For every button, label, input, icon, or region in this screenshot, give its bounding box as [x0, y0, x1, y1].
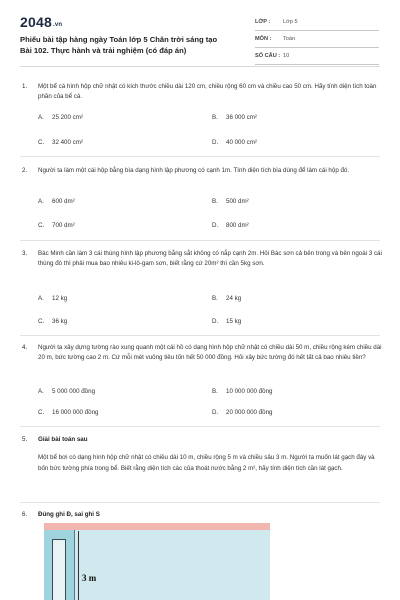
option-letter: C.	[38, 222, 45, 229]
option-d[interactable]	[212, 222, 249, 229]
option-letter: D.	[212, 318, 219, 325]
question-text: Một bể cá hình hộp chữ nhật có kích thước chiều dài 120 cm, chiều rộng 60 cm và chiều cao 50 cm. Hãy tính diện tích toàn phần của bể cá.	[38, 83, 377, 100]
option-letter: D.	[212, 222, 219, 229]
question-text: Bác Minh cần làm 3 cái thùng hình lập phương bằng sắt không có nắp cạnh 2m. Hỏi Bác sơn cả bên trong và bên ngoài 3 cái thùng đó thì phải mua bao nhiêu ki-lô-gam sơn, biết rằng cứ 20m² thì cần 5kg sơn.	[38, 250, 382, 267]
info-value: 10	[283, 53, 290, 59]
option-c[interactable]	[38, 222, 75, 229]
option-text: 600 dm²	[52, 198, 75, 205]
question-divider	[20, 502, 380, 503]
problem-body: Một bể bơi có dạng hình hộp chữ nhật có chiều dài 10 m, chiều rộng 5 m và chiều sâu 3 m. Người ta muốn lát gạch đáy và bốn bức tường phía trong bể. Biết rằng diện tích các của thoát nước bằng 2 m², hãy tính diện tích cần lát gạch.	[38, 454, 375, 472]
question-text: Giải bài toán sau	[38, 436, 88, 443]
option-letter: C.	[38, 318, 45, 325]
question-number: 3.	[22, 250, 28, 257]
header-divider	[20, 66, 380, 67]
option-letter: A.	[38, 114, 44, 121]
option-letter: A.	[38, 388, 44, 395]
option-letter: B.	[212, 388, 218, 395]
option-b[interactable]	[212, 295, 241, 302]
info-row-count	[255, 48, 379, 65]
option-text: 20 000 000 đồng	[226, 409, 273, 416]
option-letter: C.	[38, 139, 45, 146]
question-number: 6.	[22, 511, 28, 518]
question-number: 4.	[22, 344, 28, 351]
option-text: 32 400 cm²	[52, 139, 83, 146]
site-logo[interactable]	[20, 14, 62, 30]
option-text: 15 kg	[226, 318, 242, 325]
pool-edge	[44, 523, 270, 530]
question-number: 1.	[22, 83, 28, 90]
option-text: 500 dm²	[226, 198, 249, 205]
option-text: 24 kg	[226, 295, 242, 302]
option-letter: D.	[212, 409, 219, 416]
option-d[interactable]	[212, 318, 241, 325]
question-text: Người ta làm một cái hộp bằng bìa dạng hình lập phương có cạnh 1m. Tính diện tích bìa dùng để làm cái hộp đó.	[38, 167, 350, 174]
option-letter: B.	[212, 198, 218, 205]
option-letter: A.	[38, 295, 44, 302]
info-row-subject	[255, 31, 379, 48]
height-label: 3 m	[82, 573, 97, 583]
info-key: SỐ CÂU :	[255, 53, 281, 59]
logo-suffix: .vn	[52, 22, 63, 28]
question-4	[22, 343, 382, 363]
option-text: 36 kg	[52, 318, 68, 325]
question-5	[22, 435, 382, 445]
height-dimension-line	[78, 531, 79, 600]
option-a[interactable]	[38, 198, 75, 205]
door-frame	[52, 539, 66, 600]
option-b[interactable]	[212, 198, 249, 205]
option-a[interactable]	[38, 114, 83, 121]
option-text: 40 000 cm²	[226, 139, 257, 146]
question-number: 5.	[22, 436, 28, 443]
question-text: Người ta xây dựng tường rào xung quanh một cái hồ có dạng hình hộp chữ nhật có chiều dài 50 m, chiều rộng kém chiều dài 20 m, bức tường cao 2 m. Cứ mỗi mét vuông tiêu tốn hết 50 000 đồng. Hỏi xây bức tường đó hết tất cả bao nhiêu tiền?	[38, 344, 382, 361]
option-text: 700 dm²	[52, 222, 75, 229]
option-letter: B.	[212, 295, 218, 302]
question-number: 2.	[22, 167, 28, 174]
option-text: 25 200 cm²	[52, 114, 83, 121]
info-value: Lớp 5	[283, 19, 298, 25]
option-text: 5 000 000 đồng	[52, 388, 96, 395]
option-c[interactable]	[38, 318, 67, 325]
option-d[interactable]	[212, 139, 257, 146]
option-c[interactable]	[38, 139, 83, 146]
option-c[interactable]	[38, 409, 98, 416]
logo-text: 2048	[20, 14, 52, 30]
info-key: LỚP :	[255, 19, 271, 25]
question-divider	[20, 156, 380, 157]
info-value: Toán	[283, 36, 296, 42]
option-letter: B.	[212, 114, 218, 121]
question-divider	[20, 335, 380, 336]
pool-figure	[44, 523, 270, 600]
question-1	[22, 82, 382, 102]
question-6	[22, 510, 382, 520]
option-letter: A.	[38, 198, 44, 205]
option-a[interactable]	[38, 295, 67, 302]
info-row-class	[255, 14, 379, 31]
option-d[interactable]	[212, 409, 272, 416]
option-text: 36 000 cm²	[226, 114, 257, 121]
question-2	[22, 166, 382, 176]
option-a[interactable]	[38, 388, 95, 395]
document-title: Phiếu bài tập hàng ngày Toán lớp 5 Chân trời sáng tạo Bài 102. Thực hành và trải nghiệm (có đáp án)	[20, 35, 218, 55]
option-b[interactable]	[212, 388, 272, 395]
info-box	[255, 14, 379, 65]
info-key: MÔN :	[255, 36, 272, 42]
option-text: 10 000 000 đồng	[226, 388, 273, 395]
option-b[interactable]	[212, 114, 257, 121]
question-3	[22, 249, 382, 269]
option-text: 12 kg	[52, 295, 68, 302]
option-letter: D.	[212, 139, 219, 146]
option-letter: C.	[38, 409, 45, 416]
option-text: 16 000 000 đồng	[52, 409, 99, 416]
option-text: 800 dm²	[226, 222, 249, 229]
question-divider	[20, 426, 380, 427]
question-divider	[20, 240, 380, 241]
question-text: Đúng ghi Đ, sai ghi S	[38, 511, 100, 518]
